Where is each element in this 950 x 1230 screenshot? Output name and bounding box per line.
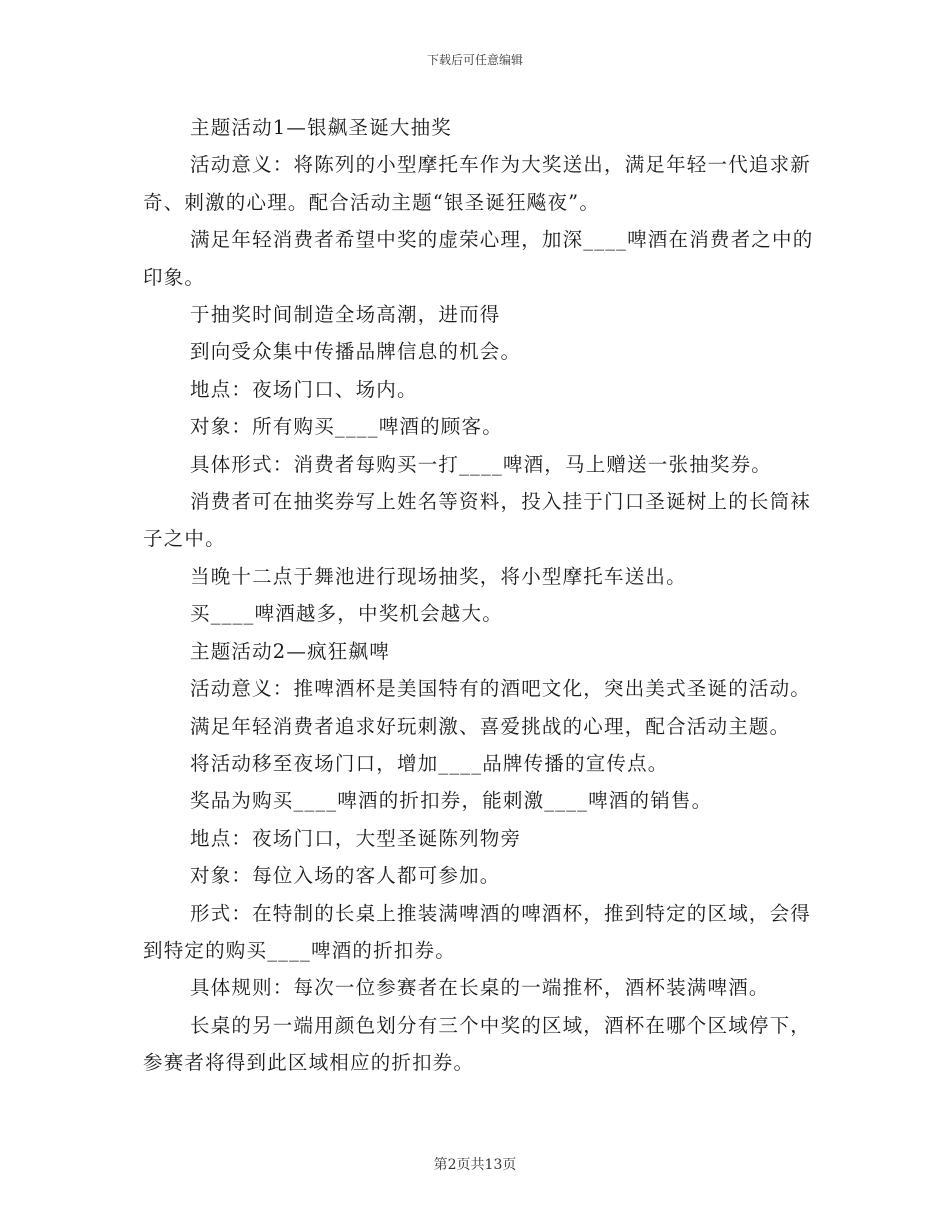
paragraph: 活动意义：推啤酒杯是美国特有的酒吧文化，突出美式圣诞的活动。: [190, 677, 812, 701]
paragraph-location: 地点：夜场门口，大型圣诞陈列物旁: [190, 826, 522, 850]
paragraph: 活动意义：将陈列的小型摩托车作为大奖送出，满足年轻一代追求新奇、刺激的心理。配合活动主题“银圣诞狂飚夜”。: [143, 153, 812, 214]
paragraph: 于抽奖时间制造全场高潮，进而得: [190, 303, 501, 327]
paragraph: 具体规则：每次一位参赛者在长桌的一端推杯，酒杯装满啤酒。: [190, 976, 770, 1000]
paragraph: 满足年轻消费者希望中奖的虚荣心理，加深____啤酒在消费者之中的印象。: [143, 228, 814, 289]
paragraph-audience: 对象：每位入场的客人都可参加。: [190, 864, 501, 888]
page-number: 第2页共13页: [433, 1157, 517, 1173]
paragraph-location: 地点：夜场门口、场内。: [190, 377, 418, 401]
paragraph: 奖品为购买____啤酒的折扣券，能刺激____啤酒的销售。: [190, 789, 713, 813]
paragraph-heading-activity-1: 主题活动1—银飙圣诞大抽奖: [190, 116, 453, 139]
paragraph-audience: 对象：所有购买____啤酒的顾客。: [190, 415, 503, 439]
paragraph: 具体形式：消费者每购买一打____啤酒，马上赠送一张抽奖券。: [190, 452, 773, 476]
paragraph: 到向受众集中传播品牌信息的机会。: [190, 340, 522, 364]
paragraph: 买____啤酒越多，中奖机会越大。: [190, 602, 503, 626]
paragraph: 将活动移至夜场门口，增加____品牌传播的宣传点。: [190, 751, 669, 775]
paragraph: 形式：在特制的长桌上推装满啤酒的啤酒杯，推到特定的区域，会得到特定的购买____啤酒的折扣券。: [143, 901, 812, 962]
paragraph: 当晚十二点于舞池进行现场抽奖，将小型摩托车送出。: [190, 564, 687, 588]
paragraph-heading-activity-2: 主题活动2—疯狂飙啤: [190, 639, 390, 663]
paragraph: 满足年轻消费者追求好玩刺激、喜爱挑战的心理，配合活动主题。: [190, 714, 791, 738]
paragraph: 消费者可在抽奖券写上姓名等资料，投入挂于门口圣诞树上的长筒袜子之中。: [143, 490, 812, 551]
page-header-note: 下载后可任意编辑: [426, 53, 523, 67]
paragraph: 长桌的另一端用颜色划分有三个中奖的区域，酒杯在哪个区域停下，参赛者将得到此区域相应的折扣券。: [143, 1013, 812, 1075]
document-body: [143, 109, 815, 1082]
